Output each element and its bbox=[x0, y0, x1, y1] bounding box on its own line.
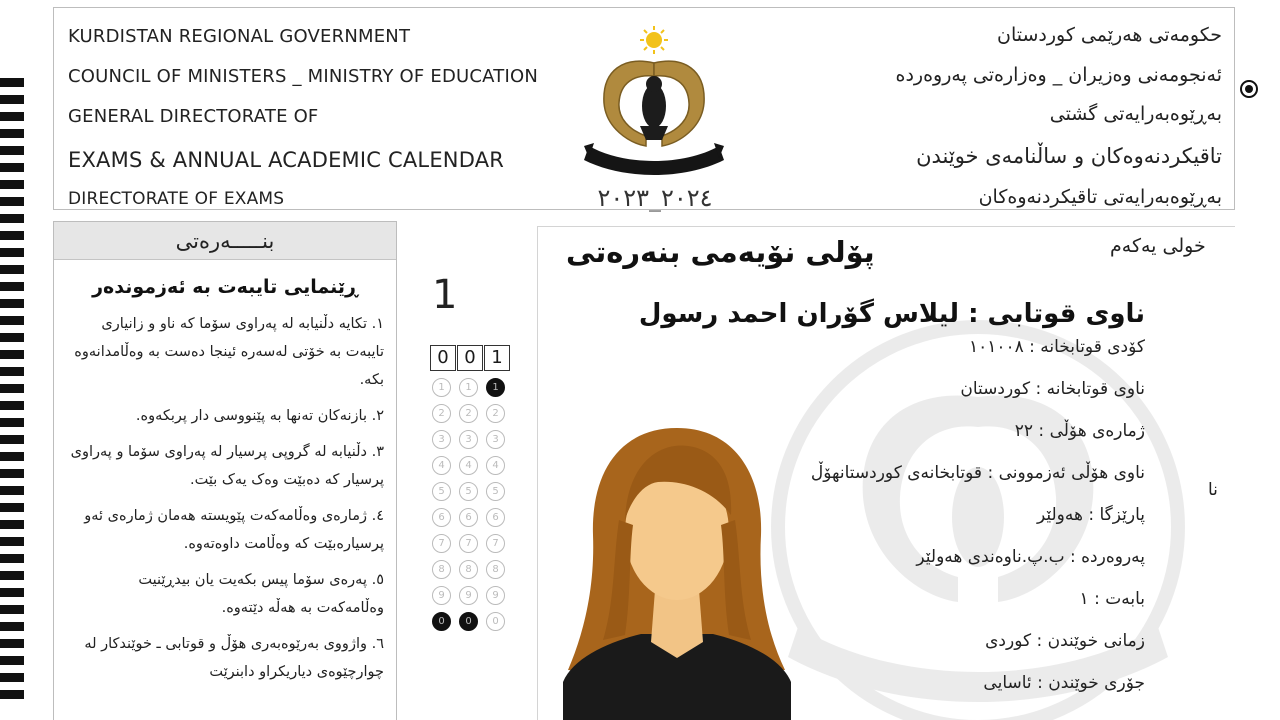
answer-bubble[interactable]: 7 bbox=[432, 534, 451, 553]
answer-bubble[interactable]: 8 bbox=[459, 560, 478, 579]
answer-bubble[interactable]: 0 bbox=[486, 612, 505, 631]
field-label: کۆدی قوتابخانە bbox=[1040, 337, 1145, 357]
header-en-line-3: GENERAL DIRECTORATE OF bbox=[68, 106, 319, 127]
document-header bbox=[53, 7, 1235, 210]
answer-bubble[interactable]: 0 bbox=[432, 612, 451, 631]
timing-mark bbox=[0, 469, 24, 478]
field-label: ژمارەی هۆڵی bbox=[1049, 421, 1145, 441]
timing-mark bbox=[0, 452, 24, 461]
answer-bubble[interactable]: 2 bbox=[486, 404, 505, 423]
answer-bubble[interactable]: 7 bbox=[459, 534, 478, 553]
bubble-row bbox=[432, 504, 513, 530]
timing-mark bbox=[0, 248, 24, 257]
field-separator: : bbox=[1064, 547, 1082, 567]
timing-mark bbox=[0, 435, 24, 444]
timing-marks bbox=[0, 78, 28, 707]
timing-mark bbox=[0, 146, 24, 155]
timing-mark bbox=[0, 622, 24, 631]
header-ku-line-5: بەڕێوەبەرایەتی تاقیکردنەوەکان bbox=[978, 186, 1222, 208]
bubble-row bbox=[432, 582, 513, 608]
timing-mark bbox=[0, 418, 24, 427]
bubble-row bbox=[432, 608, 513, 634]
instructions-title: ڕێنمایی تایبەت بە ئەزموندەر bbox=[92, 276, 358, 298]
student-field bbox=[985, 631, 1145, 651]
header-ku-line-3: بەڕێوەبەرایەتی گشتی bbox=[1049, 103, 1222, 125]
timing-mark bbox=[0, 231, 24, 240]
registration-dot-icon bbox=[1240, 80, 1258, 98]
field-value: ئاسایی bbox=[983, 673, 1032, 693]
answer-bubble[interactable]: 1 bbox=[486, 378, 505, 397]
field-label: ناوی قوتابخانە bbox=[1046, 379, 1145, 399]
timing-mark bbox=[0, 282, 24, 291]
card-title: پۆلی نۆیەمی بنەرەتی bbox=[566, 235, 875, 269]
timing-mark bbox=[0, 520, 24, 529]
answer-bubble[interactable]: 3 bbox=[432, 430, 451, 449]
seat-digit: 0 bbox=[430, 345, 456, 371]
field-label: جۆری خوێندن bbox=[1048, 673, 1145, 693]
timing-mark bbox=[0, 588, 24, 597]
student-field bbox=[969, 337, 1145, 357]
answer-bubble[interactable]: 6 bbox=[486, 508, 505, 527]
field-label: زمانی خوێندن bbox=[1047, 631, 1145, 651]
instruction-item: ٣. دڵنیابە لە گروپی پرسیار لە پەراوی سۆما و پەراوی پرسیار کە دەبێت وەک یەک بێت. bbox=[70, 444, 384, 488]
seat-digit-boxes bbox=[430, 345, 511, 371]
field-separator: : bbox=[1031, 673, 1049, 693]
timing-mark bbox=[0, 486, 24, 495]
answer-bubble[interactable]: 8 bbox=[486, 560, 505, 579]
timing-mark bbox=[0, 333, 24, 342]
field-label: بابەت bbox=[1105, 589, 1145, 609]
answer-bubble[interactable]: 9 bbox=[486, 586, 505, 605]
answer-bubble[interactable]: 2 bbox=[459, 404, 478, 423]
instructions-list bbox=[54, 298, 396, 686]
field-separator: : bbox=[1030, 379, 1047, 399]
header-ku-line-1: حکومەتی هەرێمی کوردستان bbox=[996, 24, 1222, 46]
bubble-row bbox=[432, 374, 513, 400]
student-field bbox=[811, 463, 1145, 483]
timing-mark bbox=[0, 656, 24, 665]
header-en-line-4: EXAMS & ANNUAL ACADEMIC CALENDAR bbox=[68, 148, 505, 172]
academic-year: ٢٠٢٤_٢٠٢٣ bbox=[597, 184, 713, 212]
field-value: ١٠١٠٠٨ bbox=[968, 337, 1024, 357]
answer-bubble[interactable]: 5 bbox=[459, 482, 478, 501]
student-field bbox=[916, 547, 1145, 567]
header-en-line-2: COUNCIL OF MINISTERS _ MINISTRY OF EDUCATION bbox=[68, 66, 539, 87]
timing-mark bbox=[0, 197, 24, 206]
answer-bubble[interactable]: 1 bbox=[432, 378, 451, 397]
timing-mark bbox=[0, 265, 24, 274]
timing-mark bbox=[0, 367, 24, 376]
field-value: قوتابخانەی کوردستانهۆڵ bbox=[810, 463, 983, 483]
header-en-line-1: KURDISTAN REGIONAL GOVERNMENT bbox=[68, 26, 411, 47]
field-separator: : bbox=[1033, 421, 1050, 441]
instructions-heading: بنـــــەرەتی bbox=[54, 222, 396, 260]
field-value: ٢٢ bbox=[1014, 421, 1034, 441]
answer-bubble[interactable]: 6 bbox=[459, 508, 478, 527]
timing-mark bbox=[0, 180, 24, 189]
field-value: کوردستان bbox=[960, 379, 1031, 399]
field-separator: : bbox=[1082, 505, 1100, 525]
timing-mark bbox=[0, 401, 24, 410]
answer-bubble[interactable]: 4 bbox=[486, 456, 505, 475]
answer-bubble[interactable]: 8 bbox=[432, 560, 451, 579]
side-note: نا bbox=[1208, 480, 1218, 500]
timing-mark bbox=[0, 639, 24, 648]
timing-mark bbox=[0, 299, 24, 308]
timing-mark bbox=[0, 605, 24, 614]
seat-digit: 0 bbox=[457, 345, 483, 371]
header-ku-line-4: تاقیکردنەوەکان و ساڵنامەی خوێندن bbox=[916, 144, 1222, 168]
answer-bubble[interactable]: 4 bbox=[432, 456, 451, 475]
timing-mark bbox=[0, 571, 24, 580]
timing-mark bbox=[0, 95, 24, 104]
student-field bbox=[1037, 505, 1145, 525]
bubble-row bbox=[432, 478, 513, 504]
timing-mark bbox=[0, 129, 24, 138]
field-separator: : bbox=[1031, 631, 1048, 651]
field-separator: : bbox=[1023, 337, 1041, 357]
instructions-panel bbox=[53, 221, 397, 720]
seat-digit: 1 bbox=[484, 345, 510, 371]
timing-mark bbox=[0, 503, 24, 512]
timing-mark bbox=[0, 214, 24, 223]
field-separator: : bbox=[1088, 589, 1106, 609]
bubble-row bbox=[432, 556, 513, 582]
answer-bubble[interactable]: 2 bbox=[432, 404, 451, 423]
field-separator: : bbox=[982, 463, 999, 483]
student-field bbox=[960, 379, 1145, 399]
emblem-watermark-icon bbox=[718, 307, 1235, 720]
header-ku-line-2: ئەنجومەنی وەزیران _ وەزارەتی پەروەردە bbox=[895, 64, 1222, 86]
instruction-item: ٥. پەرەی سۆما پیس بکەیت یان بیدڕێنیت وەڵامەکەت بە هەڵە دێتەوە. bbox=[138, 572, 384, 616]
timing-mark bbox=[0, 78, 24, 87]
field-label: پەروەردە bbox=[1081, 547, 1145, 567]
seat-number: 1 bbox=[432, 272, 458, 318]
student-field bbox=[1080, 589, 1145, 609]
answer-bubble[interactable]: 5 bbox=[432, 482, 451, 501]
instruction-item: ٦. واژووی بەرێوەبەری هۆڵ و قوتابی ـ خوێندکار لە چوارچێوەی دیاریکراو دابنرێت bbox=[84, 636, 384, 680]
timing-mark bbox=[0, 537, 24, 546]
field-label: پارێزگا bbox=[1099, 505, 1145, 525]
answer-bubble[interactable]: 7 bbox=[486, 534, 505, 553]
header-en-line-5: DIRECTORATE OF EXAMS bbox=[68, 189, 285, 209]
answer-bubble[interactable]: 9 bbox=[432, 586, 451, 605]
timing-mark bbox=[0, 163, 24, 172]
field-label: ناوی هۆڵی ئەزموونی bbox=[998, 463, 1145, 483]
answer-bubble[interactable]: 5 bbox=[486, 482, 505, 501]
answer-bubble[interactable]: 9 bbox=[459, 586, 478, 605]
student-avatar-icon bbox=[563, 420, 791, 720]
answer-bubble[interactable]: 3 bbox=[459, 430, 478, 449]
bubble-row bbox=[432, 400, 513, 426]
exam-round: خولی یەکەم bbox=[1110, 235, 1206, 257]
instruction-item: ١. تکایە دڵنیابە لە پەراوی سۆما کە ناو و زانیاری تایبەت بە خۆتی لەسەرە ئینجا دەست بە وەڵامدانەوە بکە. bbox=[74, 316, 384, 388]
answer-bubble[interactable]: 1 bbox=[459, 378, 478, 397]
krg-emblem-icon bbox=[574, 18, 734, 183]
student-field bbox=[983, 673, 1145, 693]
answer-bubble[interactable]: 3 bbox=[486, 430, 505, 449]
bubble-row bbox=[432, 426, 513, 452]
student-field bbox=[1015, 421, 1145, 441]
timing-mark bbox=[0, 316, 24, 325]
instruction-item: ٢. بازنەکان تەنها بە پێنووسی دار پربکەوە. bbox=[135, 408, 384, 424]
timing-mark bbox=[0, 673, 24, 682]
timing-mark bbox=[0, 690, 24, 699]
field-value: ١ bbox=[1079, 589, 1089, 609]
timing-mark bbox=[0, 384, 24, 393]
timing-mark bbox=[0, 554, 24, 563]
bubble-row bbox=[432, 530, 513, 556]
answer-bubble[interactable]: 4 bbox=[459, 456, 478, 475]
bubble-row bbox=[432, 452, 513, 478]
field-value: کوردی bbox=[985, 631, 1032, 651]
timing-mark bbox=[0, 350, 24, 359]
field-value: هەولێر bbox=[1036, 505, 1083, 525]
field-value: ب.پ.ناوەندی هەولێر bbox=[916, 547, 1065, 567]
student-name: ناوی قوتابی : لیلاس گۆران احمد رسول bbox=[638, 299, 1145, 329]
answer-bubble[interactable]: 6 bbox=[432, 508, 451, 527]
instruction-item: ٤. ژمارەی وەڵامەکەت پێویستە هەمان ژمارەی ئەو پرسیارەبێت کە وەڵامت داوەتەوە. bbox=[84, 508, 384, 552]
answer-bubble[interactable]: 0 bbox=[459, 612, 478, 631]
timing-mark bbox=[0, 112, 24, 121]
seat-bubble-grid bbox=[432, 374, 513, 634]
